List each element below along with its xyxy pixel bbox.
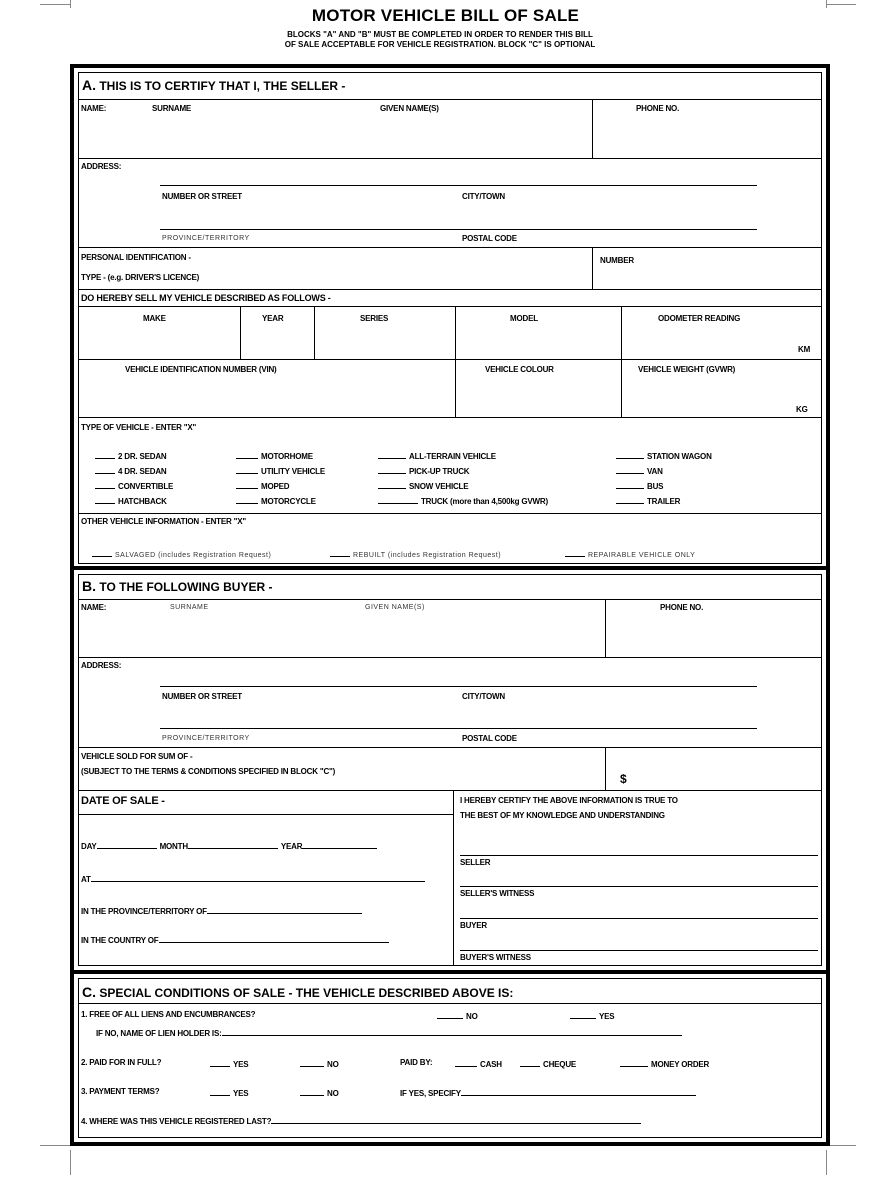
section-c-inner — [78, 978, 822, 1138]
at-field[interactable]: AT — [81, 873, 428, 884]
type-option[interactable]: STATION WAGON — [616, 450, 712, 461]
seller-given-names-label: GIVEN NAME(S) — [380, 104, 439, 113]
country-field[interactable]: IN THE COUNTRY OF — [81, 934, 392, 945]
vehicle-type-label: TYPE OF VEHICLE - ENTER "X" — [81, 423, 197, 432]
q1-no-option[interactable]: NO — [437, 1010, 478, 1021]
seller-phone-label: PHONE NO. — [636, 104, 680, 113]
cash-option[interactable]: CASH — [455, 1058, 502, 1069]
province-field[interactable]: IN THE PROVINCE/TERRITORY OF — [81, 905, 365, 916]
cheque-option[interactable]: CHEQUE — [520, 1058, 576, 1069]
q3-yes-option[interactable]: YES — [210, 1087, 248, 1098]
seller-signature-label: SELLER — [460, 858, 491, 867]
buyer-name-label: NAME: — [81, 603, 107, 612]
last-registered-field[interactable]: 4. WHERE WAS THIS VEHICLE REGISTERED LAST? — [81, 1115, 644, 1126]
subtitle-line-1: BLOCKS "A" AND "B" MUST BE COMPLETED IN ORDER TO RENDER THIS BILL — [287, 30, 593, 39]
buyer-address-line-2[interactable] — [160, 728, 757, 729]
crop-mark — [40, 1145, 70, 1146]
seller-street-label: NUMBER OR STREET — [162, 192, 242, 201]
type-option[interactable]: TRUCK (more than 4,500kg GVWR) — [378, 495, 548, 506]
day-field[interactable]: DAY MONTH YEAR — [81, 840, 380, 851]
section-a-letter: A. — [82, 77, 96, 93]
seller-id-label: PERSONAL IDENTIFICATION - — [81, 253, 191, 262]
type-option[interactable]: BUS — [616, 480, 663, 491]
q1-yes-option[interactable]: YES — [570, 1010, 614, 1021]
series-label: SERIES — [360, 314, 389, 323]
buyer-address-label: ADDRESS: — [81, 661, 122, 670]
make-label: MAKE — [143, 314, 166, 323]
certify-line-2: THE BEST OF MY KNOWLEDGE AND UNDERSTANDING — [460, 811, 665, 820]
subtitle-line-2: OF SALE ACCEPTABLE FOR VEHICLE REGISTRATION. BLOCK "C" IS OPTIONAL — [284, 40, 596, 49]
seller-surname-label: SURNAME — [152, 104, 192, 113]
type-option[interactable]: 4 DR. SEDAN — [95, 465, 166, 476]
other-option-salvaged[interactable]: SALVAGED (includes Registration Request) — [92, 548, 271, 559]
buyer-signature-label: BUYER — [460, 921, 488, 930]
other-info-label: OTHER VEHICLE INFORMATION - ENTER "X" — [81, 517, 246, 526]
year-label: YEAR — [262, 314, 284, 323]
type-option[interactable]: CONVERTIBLE — [95, 480, 173, 491]
type-option[interactable]: UTILITY VEHICLE — [236, 465, 325, 476]
seller-postal-label: POSTAL CODE — [462, 234, 517, 243]
q2-yes-option[interactable]: YES — [210, 1058, 248, 1069]
seller-address-line-2[interactable] — [160, 229, 757, 230]
type-option[interactable]: SNOW VEHICLE — [378, 480, 468, 491]
buyer-witness-line[interactable] — [460, 950, 818, 951]
buyer-province-label: PROVINCE/TERRITORY — [162, 735, 250, 742]
type-option[interactable]: MOTORHOME — [236, 450, 313, 461]
q3-no-option[interactable]: NO — [300, 1087, 339, 1098]
buyer-postal-label: POSTAL CODE — [462, 734, 517, 743]
seller-address-label: ADDRESS: — [81, 162, 122, 171]
section-c-header — [82, 984, 513, 1000]
crop-mark — [826, 1150, 827, 1175]
sold-for-label: VEHICLE SOLD FOR SUM OF - — [81, 752, 193, 761]
document-title: MOTOR VEHICLE BILL OF SALE — [311, 6, 580, 25]
section-a-header — [82, 77, 345, 93]
other-option-rebuilt[interactable]: REBUILT (includes Registration Request) — [330, 548, 501, 559]
odometer-label: ODOMETER READING — [658, 314, 741, 323]
type-option[interactable]: ALL-TERRAIN VEHICLE — [378, 450, 496, 461]
model-label: MODEL — [510, 314, 538, 323]
seller-city-label: CITY/TOWN — [462, 192, 505, 201]
paid-by-label: PAID BY: — [400, 1058, 433, 1067]
q2-no-option[interactable]: NO — [300, 1058, 339, 1069]
crop-mark — [826, 1145, 856, 1146]
section-b-title: TO THE FOLLOWING BUYER - — [99, 580, 273, 594]
section-c-title: SPECIAL CONDITIONS OF SALE - THE VEHICLE DESCRIBED ABOVE IS: — [99, 986, 514, 1000]
buyer-city-label: CITY/TOWN — [462, 692, 505, 701]
type-option[interactable]: 2 DR. SEDAN — [95, 450, 166, 461]
colour-label: VEHICLE COLOUR — [485, 365, 554, 374]
km-unit: KM — [798, 345, 811, 354]
lien-holder-field[interactable]: IF NO, NAME OF LIEN HOLDER IS: — [96, 1027, 685, 1038]
money-order-option[interactable]: MONEY ORDER — [620, 1058, 709, 1069]
q3-label: 3. PAYMENT TERMS? — [81, 1087, 160, 1096]
buyer-address-line-1[interactable] — [160, 686, 757, 687]
section-b-header — [82, 578, 272, 594]
date-of-sale-label: DATE OF SALE - — [81, 795, 165, 807]
buyer-phone-label: PHONE NO. — [660, 603, 704, 612]
dollar-sign: $ — [620, 772, 627, 786]
section-a-title: THIS IS TO CERTIFY THAT I, THE SELLER - — [99, 79, 346, 93]
seller-id-type-label: TYPE - (e.g. DRIVER'S LICENCE) — [81, 273, 200, 282]
section-c-letter: C. — [82, 984, 96, 1000]
type-option[interactable]: MOTORCYCLE — [236, 495, 316, 506]
other-option-repairable[interactable]: REPAIRABLE VEHICLE ONLY — [565, 548, 695, 559]
buyer-witness-label: BUYER'S WITNESS — [460, 953, 531, 962]
type-option[interactable]: VAN — [616, 465, 663, 476]
seller-signature-line[interactable] — [460, 855, 818, 856]
seller-witness-label: SELLER'S WITNESS — [460, 889, 535, 898]
q2-label: 2. PAID FOR IN FULL? — [81, 1058, 162, 1067]
type-option[interactable]: MOPED — [236, 480, 289, 491]
sell-header: DO HEREBY SELL MY VEHICLE DESCRIBED AS FOLLOWS - — [81, 293, 331, 303]
type-option[interactable]: TRAILER — [616, 495, 680, 506]
seller-province-label: PROVINCE/TERRITORY — [162, 235, 250, 242]
buyer-signature-line[interactable] — [460, 918, 818, 919]
seller-name-label: NAME: — [81, 104, 107, 113]
seller-address-line-1[interactable] — [160, 185, 757, 186]
buyer-street-label: NUMBER OR STREET — [162, 692, 242, 701]
certify-line-1: I HEREBY CERTIFY THE ABOVE INFORMATION IS TRUE TO — [460, 796, 678, 805]
buyer-surname-label: SURNAME — [170, 604, 209, 611]
vin-label: VEHICLE IDENTIFICATION NUMBER (VIN) — [125, 365, 277, 374]
subject-to-label: (SUBJECT TO THE TERMS & CONDITIONS SPECIFIED IN BLOCK "C") — [81, 767, 336, 776]
section-b-letter: B. — [82, 578, 96, 594]
crop-mark — [826, 4, 856, 5]
weight-label: VEHICLE WEIGHT (GVWR) — [638, 365, 736, 374]
crop-mark — [40, 4, 70, 5]
seller-witness-line[interactable] — [460, 886, 818, 887]
type-option[interactable]: PICK-UP TRUCK — [378, 465, 469, 476]
seller-id-number-label: NUMBER — [600, 256, 634, 265]
payment-terms-field[interactable]: IF YES, SPECIFY — [400, 1087, 699, 1098]
q1-label: 1. FREE OF ALL LIENS AND ENCUMBRANCES? — [81, 1010, 256, 1019]
buyer-given-names-label: GIVEN NAME(S) — [365, 604, 425, 611]
kg-unit: KG — [796, 405, 808, 414]
crop-mark — [70, 1150, 71, 1175]
type-option[interactable]: HATCHBACK — [95, 495, 167, 506]
